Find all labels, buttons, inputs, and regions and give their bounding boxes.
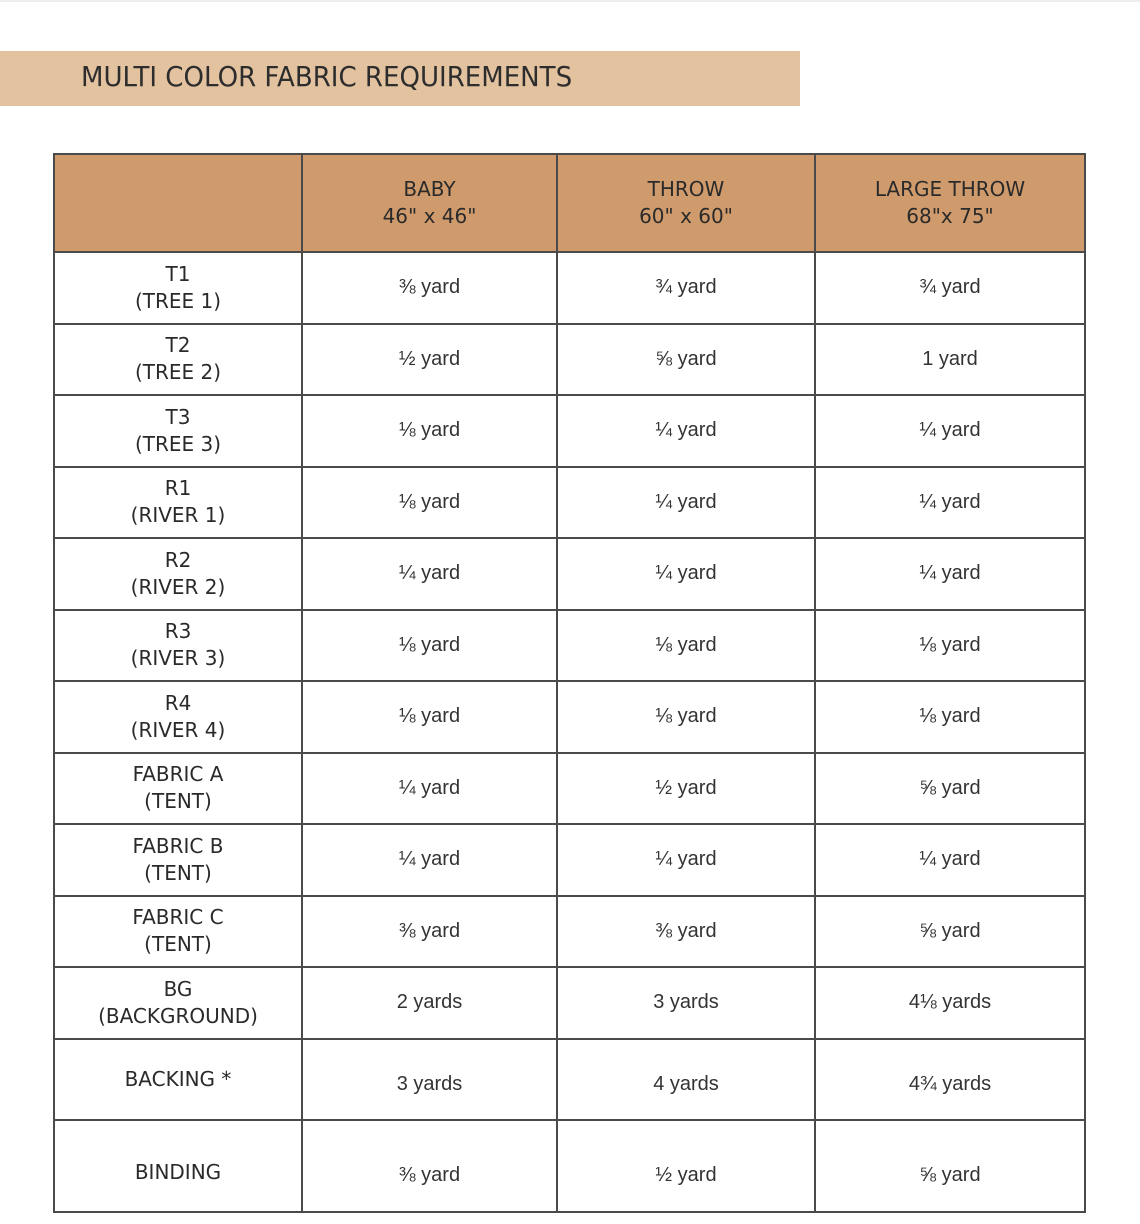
header-baby: BABY 46" x 46" xyxy=(302,154,557,252)
cell-throw: ¼ yard xyxy=(557,538,815,610)
cell-large: 4¾ yards xyxy=(815,1039,1085,1121)
fabric-code: R1 xyxy=(164,476,192,501)
page-title: MULTI COLOR FABRIC REQUIREMENTS xyxy=(81,60,573,93)
cell-throw: ¼ yard xyxy=(557,467,815,539)
table-row xyxy=(54,753,1085,825)
table-row xyxy=(54,1039,1085,1121)
fabric-description: (TENT) xyxy=(144,789,212,814)
fabric-description: (RIVER 2) xyxy=(130,574,226,599)
cell-baby: ⅜ yard xyxy=(302,1120,557,1212)
row-label xyxy=(54,1039,302,1121)
fabric-code: T1 xyxy=(165,261,191,286)
cell-large: 4⅛ yards xyxy=(815,967,1085,1039)
fabric-description: (TENT) xyxy=(144,932,212,957)
cell-throw: ½ yard xyxy=(557,1120,815,1212)
fabric-description: (RIVER 4) xyxy=(130,717,226,742)
cell-large: ¼ yard xyxy=(815,538,1085,610)
table-row xyxy=(54,324,1085,396)
cell-throw: ½ yard xyxy=(557,753,815,825)
fabric-code: BINDING xyxy=(134,1160,222,1185)
cell-throw: ⅝ yard xyxy=(557,324,815,396)
top-divider xyxy=(0,0,1140,2)
cell-large: ⅛ yard xyxy=(815,681,1085,753)
fabric-code: BG xyxy=(163,976,193,1001)
table-row xyxy=(54,467,1085,539)
header-empty xyxy=(54,154,302,252)
fabric-description: (TENT) xyxy=(144,860,212,885)
row-label xyxy=(54,681,302,753)
table-row xyxy=(54,967,1085,1039)
fabric-description: (TREE 3) xyxy=(134,431,222,456)
table-row xyxy=(54,681,1085,753)
fabric-description: (BACKGROUND) xyxy=(98,1003,258,1028)
cell-baby: ⅜ yard xyxy=(302,896,557,968)
header-throw: THROW 60" x 60" xyxy=(557,154,815,252)
fabric-code: R4 xyxy=(164,690,192,715)
header-large-throw: LARGE THROW 68"x 75" xyxy=(815,154,1085,252)
cell-baby: ½ yard xyxy=(302,324,557,396)
cell-large: ¼ yard xyxy=(815,824,1085,896)
fabric-description: (TREE 1) xyxy=(134,288,222,313)
fabric-code: FABRIC C xyxy=(132,905,224,930)
cell-throw: 3 yards xyxy=(557,967,815,1039)
cell-large: ¼ yard xyxy=(815,467,1085,539)
fabric-description: (TREE 2) xyxy=(134,360,222,385)
cell-throw: ⅛ yard xyxy=(557,681,815,753)
row-label xyxy=(54,1120,302,1212)
row-label xyxy=(54,324,302,396)
row-label xyxy=(54,753,302,825)
cell-throw: ¼ yard xyxy=(557,824,815,896)
table-row xyxy=(54,538,1085,610)
cell-throw: 4 yards xyxy=(557,1039,815,1121)
table-row xyxy=(54,610,1085,682)
cell-large: ⅝ yard xyxy=(815,896,1085,968)
cell-large: ¼ yard xyxy=(815,395,1085,467)
fabric-description: (RIVER 1) xyxy=(130,503,226,528)
cell-baby: ⅜ yard xyxy=(302,252,557,324)
table-row xyxy=(54,824,1085,896)
title-band xyxy=(0,51,800,106)
table-row xyxy=(54,395,1085,467)
cell-baby: 2 yards xyxy=(302,967,557,1039)
cell-throw: ¼ yard xyxy=(557,395,815,467)
cell-large: ⅝ yard xyxy=(815,1120,1085,1212)
cell-baby: ¼ yard xyxy=(302,824,557,896)
fabric-code: T3 xyxy=(165,404,191,429)
cell-large: ⅛ yard xyxy=(815,610,1085,682)
cell-large: ¾ yard xyxy=(815,252,1085,324)
cell-large: ⅝ yard xyxy=(815,753,1085,825)
fabric-requirements-table xyxy=(53,153,1086,1213)
row-label xyxy=(54,896,302,968)
fabric-code: FABRIC B xyxy=(132,833,224,858)
cell-large: 1 yard xyxy=(815,324,1085,396)
table-row xyxy=(54,896,1085,968)
fabric-code: R3 xyxy=(164,619,192,644)
fabric-code: FABRIC A xyxy=(132,762,224,787)
fabric-description: (RIVER 3) xyxy=(130,646,226,671)
row-label xyxy=(54,538,302,610)
cell-baby: ¼ yard xyxy=(302,753,557,825)
row-label xyxy=(54,824,302,896)
row-label xyxy=(54,467,302,539)
cell-baby: ¼ yard xyxy=(302,538,557,610)
cell-baby: ⅛ yard xyxy=(302,681,557,753)
row-label xyxy=(54,610,302,682)
fabric-code: R2 xyxy=(164,547,192,572)
row-label xyxy=(54,395,302,467)
fabric-code: T2 xyxy=(165,333,191,358)
table-row xyxy=(54,1120,1085,1212)
row-label xyxy=(54,252,302,324)
table-row xyxy=(54,252,1085,324)
cell-baby: ⅛ yard xyxy=(302,467,557,539)
header-row xyxy=(54,154,1085,252)
cell-throw: ¾ yard xyxy=(557,252,815,324)
cell-baby: ⅛ yard xyxy=(302,395,557,467)
fabric-code: BACKING * xyxy=(124,1066,232,1091)
cell-throw: ⅛ yard xyxy=(557,610,815,682)
cell-throw: ⅜ yard xyxy=(557,896,815,968)
cell-baby: ⅛ yard xyxy=(302,610,557,682)
cell-baby: 3 yards xyxy=(302,1039,557,1121)
row-label xyxy=(54,967,302,1039)
